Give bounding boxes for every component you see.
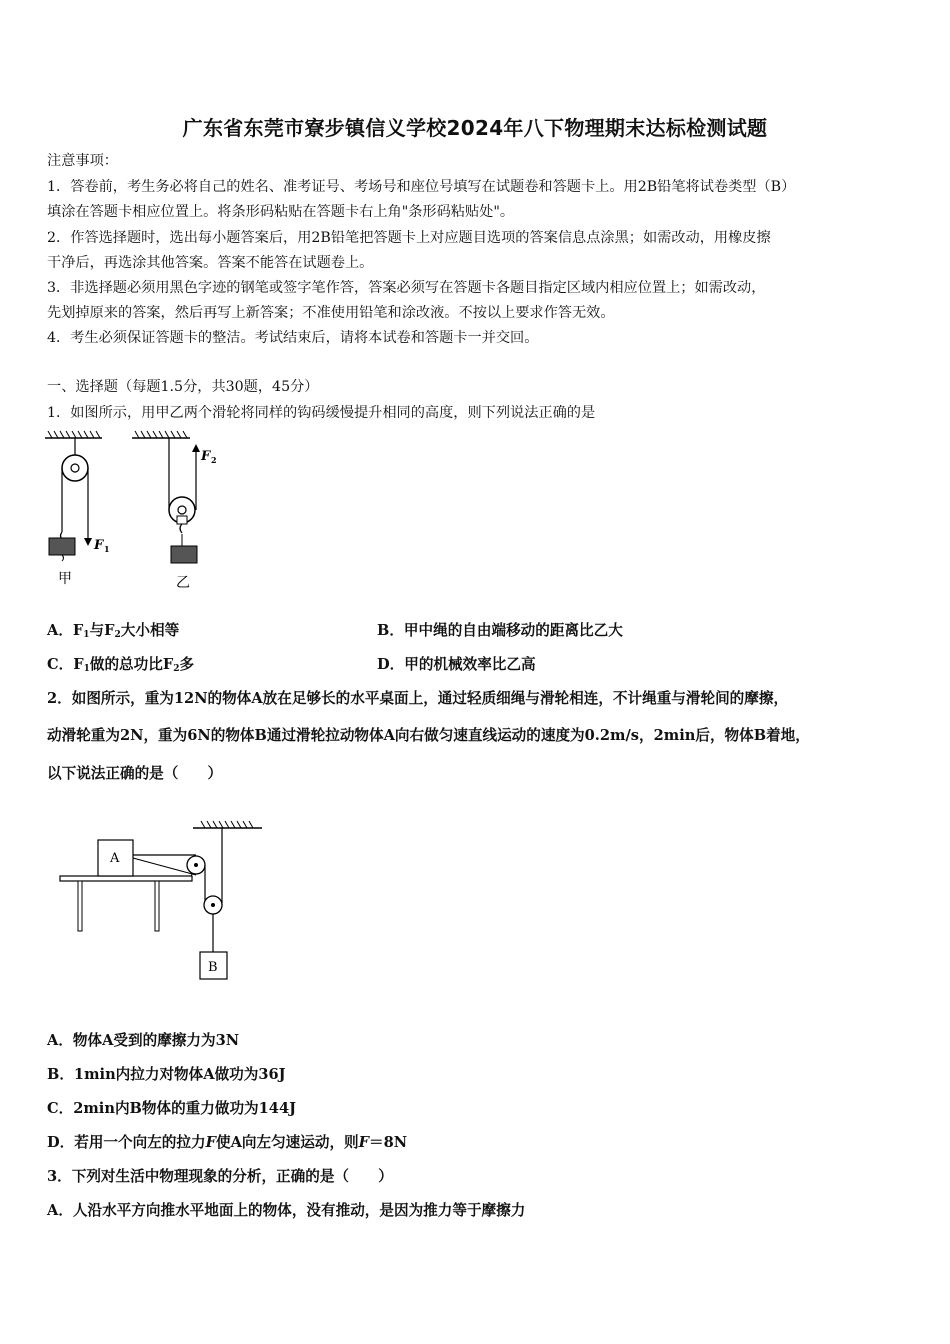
q3-stem: 3．下列对生活中物理现象的分析，正确的是（ ） [47,1168,393,1185]
block-b-label: B [208,960,218,975]
fixed-pulley-diagram [45,431,110,587]
q2-stem-line-3: 以下说法正确的是（ ） [47,765,223,782]
notice-line-1: 1．答卷前，考生务必将自己的姓名、准考证号、考场号和座位号填写在试题卷和答题卡上。用2B铅笔将试卷类型（B） [47,179,796,195]
q3-option-a: A．人沿水平方向推水平地面上的物体，没有推动，是因为推力等于摩擦力 [47,1202,526,1219]
block-a-label: A [110,851,120,866]
q2-table-pulley-figure [55,815,270,985]
notice-line-3: 2．作答选择题时，选出每小题答案后，用2B铅笔把答题卡上对应题目选项的答案信息点涂黑；如需改动，用橡皮擦 [47,230,771,246]
jia-label: 甲 [58,571,72,587]
notice-heading: 注意事项： [47,153,118,169]
notice-line-7: 4．考生必须保证答题卡的整洁。考试结束后，请将本试卷和答题卡一并交回。 [47,330,539,346]
f1-sub: 1 [104,544,110,554]
yi-label: 乙 [176,575,190,591]
notice-line-4: 干净后，再选涂其他答案。答案不能答在试题卷上。 [47,255,374,271]
f2-sub: 2 [211,455,217,465]
f1-label: F [94,538,104,553]
q1-option-b: B．甲中绳的自由端移动的距离比乙大 [377,622,623,639]
q1-option-c: C．$F_1$做的总功比$F_2$多 [47,656,195,674]
notice-line-2: 填涂在答题卡相应位置上。将条形码粘贴在答题卡右上角"条形码粘贴处"。 [47,204,515,220]
q2-option-a: A．物体A受到的摩擦力为3N [47,1032,240,1049]
q2-option-d: D．若用一个向左的拉力F使A向左匀速运动，则F＝8N [47,1134,408,1151]
q1-stem: 1．如图所示，用甲乙两个滑轮将同样的钩码缓慢提升相同的高度，则下列说法正确的是 [47,405,596,421]
movable-pulley-diagram [132,431,217,591]
notice-line-5: 3．非选择题必须用黑色字迹的钢笔或签字笔作答，答案必须写在答题卡各题目指定区域内相应位置上；如需改动， [47,280,766,296]
f2-label: F [201,449,211,464]
q2-option-c: C．2min内B物体的重力做功为144J [47,1100,297,1117]
q1-option-a: A．$F_1$与$F_2$大小相等 [47,622,180,640]
q1-pulley-figure [40,430,240,595]
q2-option-b: B．1min内拉力对物体A做功为36J [47,1066,286,1083]
notice-line-6: 先划掉原来的答案，然后再写上新答案；不准使用铅笔和涂改液。不按以上要求作答无效。 [47,305,615,321]
section-heading: 一、选择题（每题1.5分，共30题，45分） [47,379,319,395]
q2-stem-line-1: 2．如图所示，重为12N的物体A放在足够长的水平桌面上，通过轻质细绳与滑轮相连，不计绳重与滑轮间的摩擦， [47,690,789,707]
page-title: 广东省东莞市寮步镇信义学校2024年八下物理期末达标检测试题 [182,116,768,140]
q1-option-d: D．甲的机械效率比乙高 [377,656,536,673]
q2-stem-line-2: 动滑轮重为2N，重为6N的物体B通过滑轮拉动物体A向右做匀速直线运动的速度为0.2m/s，2min后，物体B着地， [47,727,810,744]
